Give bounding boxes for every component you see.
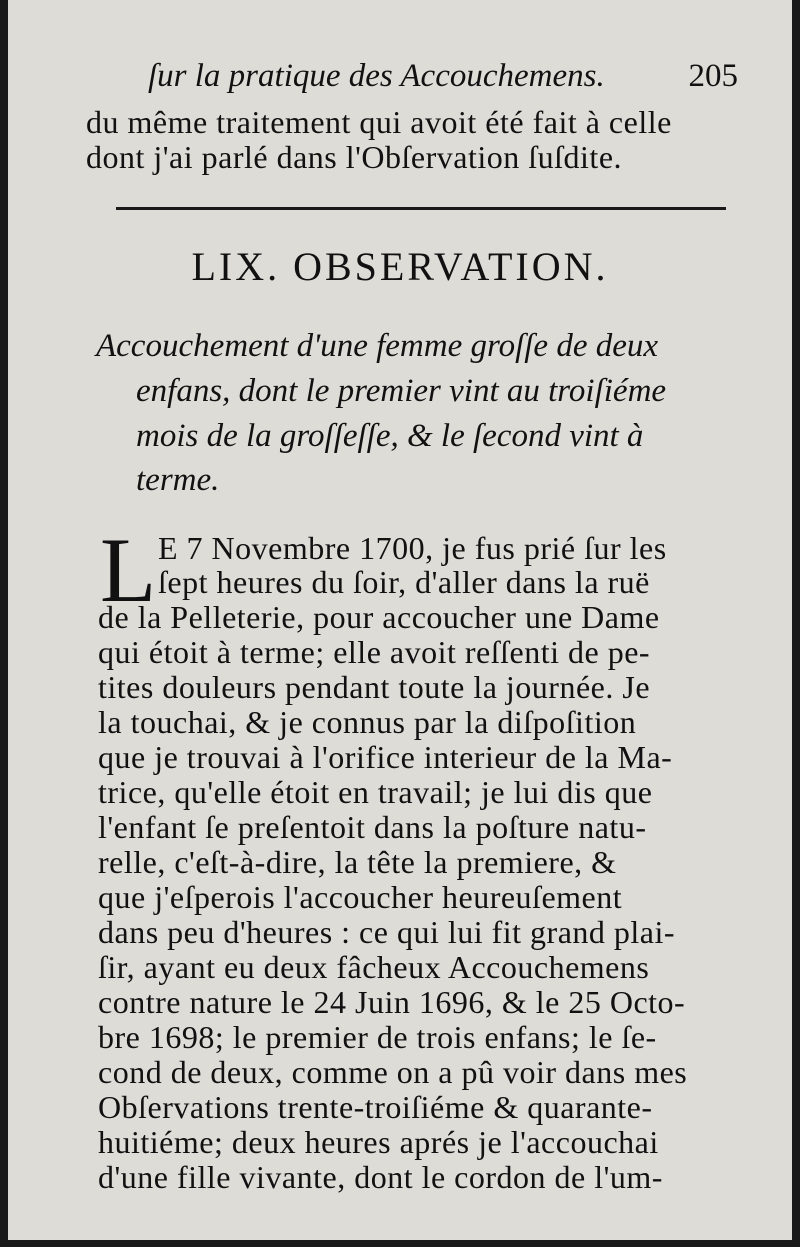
summary-line: mois de la groſſeſſe, & le ſecond vint à <box>136 418 644 454</box>
page-number: 205 <box>688 58 738 94</box>
running-title: ſur la pratique des Accouchemens. <box>148 58 605 94</box>
summary-line: terme. <box>136 462 220 498</box>
section-divider <box>116 207 726 210</box>
page-header <box>148 58 748 95</box>
body-line: la touchai, & je connus par la diſpoſition <box>98 704 637 740</box>
body-line: que je trouvai à l'orifice interieur de la Ma- <box>98 739 673 775</box>
body-line: trice, qu'elle étoit en travail; je lui dis que <box>98 774 653 810</box>
intro-line: du même traitement qui avoit été fait à celle <box>86 104 672 140</box>
body-line: Obſervations trente-troiſiéme & quarante- <box>98 1089 653 1125</box>
body-line: bre 1698; le premier de trois enfans; le ſe- <box>98 1019 657 1055</box>
body-line: tites douleurs pendant toute la journée. Je <box>98 669 651 705</box>
body-line: d'une fille vivante, dont le cordon de l'um- <box>98 1159 663 1195</box>
body-line: de la Pelleterie, pour accoucher une Dame <box>98 599 660 635</box>
intro-line: dont j'ai parlé dans l'Obſervation ſuſdite. <box>86 139 623 175</box>
body-line: l'enfant ſe preſentoit dans la poſture natu- <box>98 809 647 845</box>
book-page <box>8 0 792 1240</box>
body-line: ſept heures du ſoir, d'aller dans la ruë <box>158 564 650 600</box>
body-line: huitiéme; deux heures aprés je l'accouchai <box>98 1124 659 1160</box>
body-line: E 7 Novembre 1700, je fus prié ſur les <box>158 530 667 566</box>
body-line: dans peu d'heures : ce qui lui fit grand plai- <box>98 914 676 950</box>
body-line: cond de deux, comme on a pû voir dans mes <box>98 1054 688 1090</box>
drop-cap: L <box>100 519 157 621</box>
body-line: relle, c'eſt-à-dire, la tête la premiere, & <box>98 844 617 880</box>
summary-line: enfans, dont le premier vint au troiſiéme <box>136 373 667 409</box>
body-line: contre nature le 24 Juin 1696, & le 25 Octo- <box>98 984 686 1020</box>
body-line: ſir, ayant eu deux fâcheux Accouchemens <box>98 949 650 985</box>
observation-heading: LIX. OBSERVATION. <box>191 244 609 289</box>
body-line: qui étoit à terme; elle avoit reſſenti de pe- <box>98 634 651 670</box>
body-line: que j'eſperois l'accoucher heureuſement <box>98 879 623 915</box>
summary-line: Accouchement d'une femme groſſe de deux <box>96 328 659 364</box>
